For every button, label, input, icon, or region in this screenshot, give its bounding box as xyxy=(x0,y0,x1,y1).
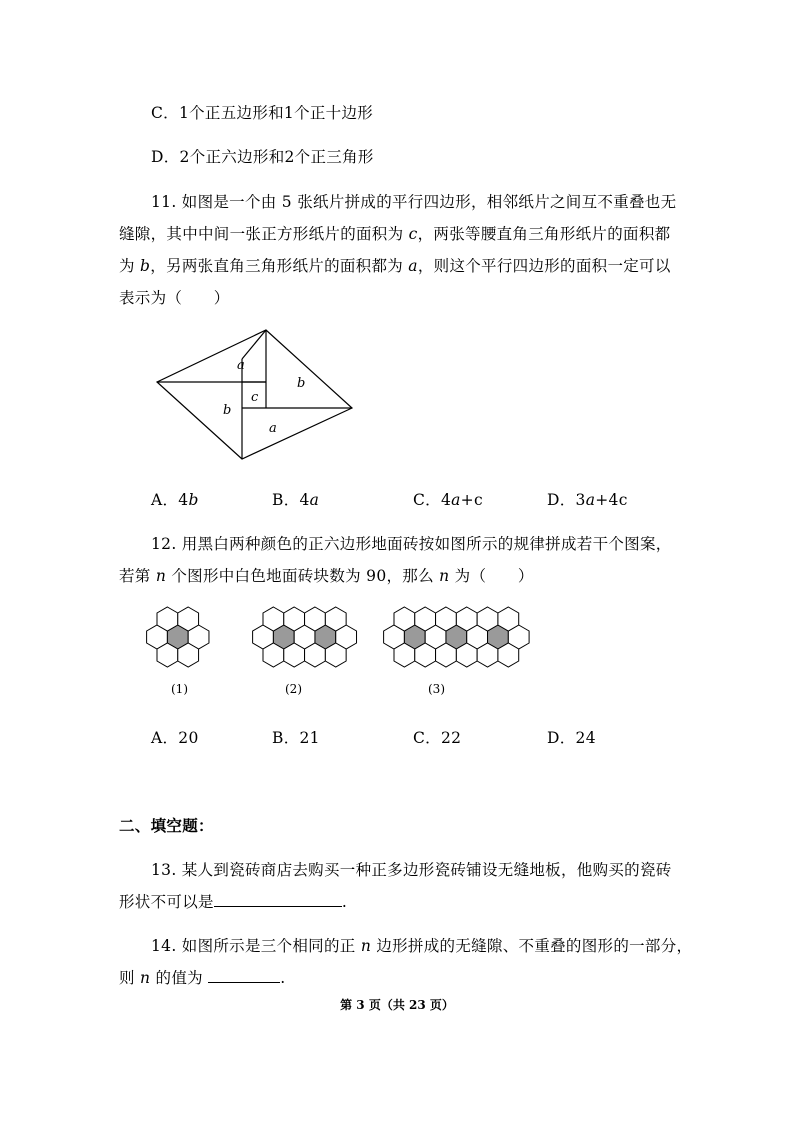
q11-text-line4: 表示为（ ） xyxy=(119,289,230,307)
q11-line2-part2: ，两张等腰直角三角形纸片的面积都 xyxy=(417,225,671,243)
q13-text-line1: 13. 某人到瓷砖商店去购买一种正多边形瓷砖铺设无缝地板，他购买的瓷砖 xyxy=(151,861,672,879)
q13-line2-part1: 形状不可以是 xyxy=(119,893,214,911)
caption-1: (1) xyxy=(171,682,188,696)
label-c-center: c xyxy=(251,390,259,405)
q14-line1-part2: 边形拼成的无缝隙、不重叠的图形的一部分， xyxy=(371,937,693,955)
q11-text-line1: 11. 如图是一个由 5 张纸片拼成的平行四边形，相邻纸片之间互不重叠也无 xyxy=(151,193,677,211)
var-a: a xyxy=(408,257,418,275)
answer-blank[interactable] xyxy=(214,906,342,907)
q14-line2-end: . xyxy=(280,969,286,987)
var-c: c xyxy=(408,225,418,243)
opt-prefix: A．4 xyxy=(151,491,189,509)
answer-blank[interactable] xyxy=(208,982,280,983)
q13-line2-end: . xyxy=(341,893,348,911)
label-b-left: b xyxy=(223,403,232,418)
q14-line1-part1: 14. 如图所示是三个相同的正 xyxy=(151,937,361,955)
q10-option-c: C．1个正五边形和1个正十边形 xyxy=(151,104,374,122)
q14-text-line2 xyxy=(119,966,285,988)
opt-prefix: C．4 xyxy=(413,491,452,509)
caption-3: (3) xyxy=(428,682,445,696)
q12-option-a: A．20 xyxy=(151,729,199,747)
label-b-right: b xyxy=(297,376,306,391)
var-n: n xyxy=(360,937,372,955)
opt-var: a xyxy=(309,491,320,509)
section-heading: 二、填空题： xyxy=(119,816,214,835)
page-footer: 第 3 页（共 23 页） xyxy=(340,998,454,1012)
q10-option-d: D．2个正六边形和2个正三角形 xyxy=(151,148,374,166)
q12-option-d: D．24 xyxy=(547,729,596,747)
q12-text-line1: 12. 用黑白两种颜色的正六边形地面砖按如图所示的规律拼成若干个图案， xyxy=(151,535,672,553)
opt-prefix: B．4 xyxy=(272,491,310,509)
opt-suffix: +c xyxy=(460,491,483,509)
q11-line2-part1: 缝隙，其中中间一张正方形纸片的面积为 xyxy=(119,225,409,243)
var-n: n xyxy=(140,969,151,987)
opt-var: a xyxy=(451,491,461,509)
q12-line2-part3: 为（ ） xyxy=(449,567,534,585)
q11-line3-part3: ，则这个平行四边形的面积一定可以 xyxy=(417,257,671,275)
opt-var: b xyxy=(188,491,199,509)
q11-line3-part1: 为 xyxy=(119,257,141,275)
label-a-bottom: a xyxy=(269,421,277,436)
q12-line2-part1: 若第 xyxy=(119,567,156,585)
q14-line2-part2: 的值为 xyxy=(150,969,209,987)
label-a-top: a xyxy=(237,358,245,373)
q11-line3-part2: ，另两张直角三角形纸片的面积都为 xyxy=(150,257,409,275)
var-n: n xyxy=(439,567,450,585)
var-n: n xyxy=(155,567,167,585)
opt-var: a xyxy=(585,491,596,509)
q12-option-c: C．22 xyxy=(413,729,462,747)
q14-line2-part1: 则 xyxy=(119,969,141,987)
q12-line2-part2: 个图形中白色地面砖块数为 90，那么 xyxy=(166,567,440,585)
q12-option-b: B．21 xyxy=(272,729,320,747)
var-b: b xyxy=(140,257,151,275)
opt-suffix: +4c xyxy=(595,491,628,509)
caption-2: (2) xyxy=(285,682,302,696)
q14-text-line1 xyxy=(151,934,692,956)
opt-prefix: D．3 xyxy=(547,491,586,509)
q13-text-line2 xyxy=(119,890,347,912)
